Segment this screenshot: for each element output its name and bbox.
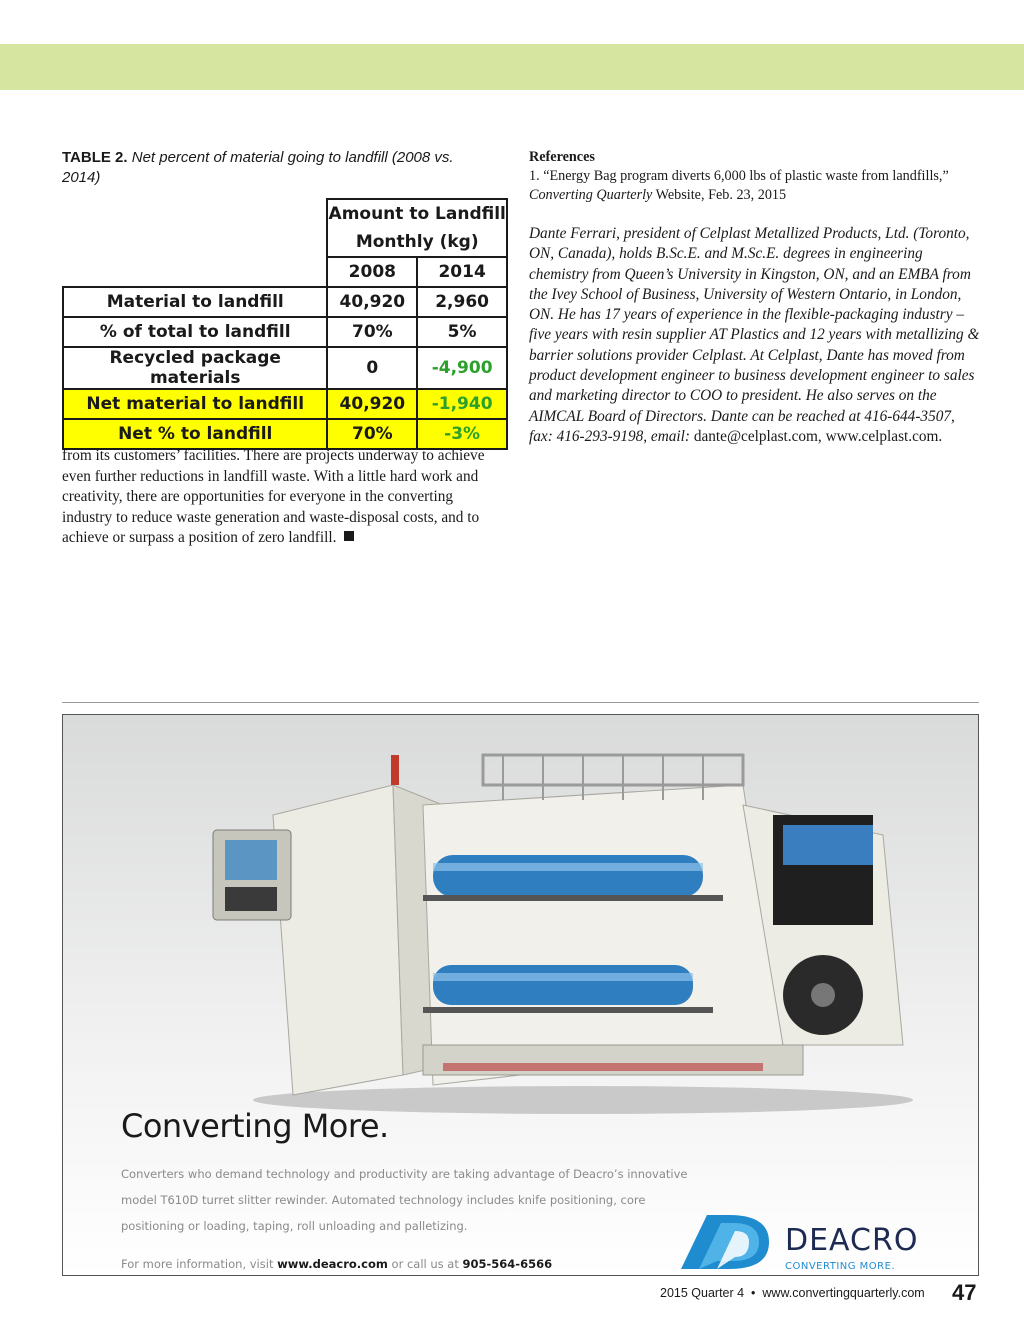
author-contact-link[interactable]: dante@celplast.com, www.celplast.com. xyxy=(693,427,943,445)
table-corner-blank xyxy=(63,199,327,287)
section-divider xyxy=(62,702,979,703)
table-row xyxy=(63,287,507,317)
ad-headline: Converting More. xyxy=(121,1107,389,1145)
table-cell-2008: 0 xyxy=(327,347,417,389)
reference-text: 1. “Energy Bag program diverts 6,000 lbs of plastic waste from landfills,” xyxy=(529,168,949,184)
reference-item xyxy=(529,167,981,205)
table-header-line1: Amount to Landfill xyxy=(328,204,506,224)
table-caption-label: TABLE 2. xyxy=(62,149,128,166)
ad-copy-line: model T610D turret slitter rewinder. Automated technology includes knife positioning, core xyxy=(121,1193,646,1207)
footer-site-link[interactable]: www.convertingquarterly.com xyxy=(762,1286,925,1300)
table-row-highlight xyxy=(63,419,507,449)
table-cell-2014: -3% xyxy=(417,419,507,449)
reference-source: Converting Quarterly xyxy=(529,187,653,203)
ad-phone-number: 905-564-6566 xyxy=(462,1257,553,1271)
end-of-article-square-icon xyxy=(344,531,354,541)
references-section xyxy=(529,148,981,205)
table-row-label: Material to landfill xyxy=(63,287,327,317)
table-cell-2008: 40,920 xyxy=(327,389,417,419)
table-header-2014: 2014 xyxy=(417,257,507,287)
references-heading: References xyxy=(529,149,595,165)
table-cell-2014: -1,940 xyxy=(417,389,507,419)
table-cell-2014: 2,960 xyxy=(417,287,507,317)
author-bio xyxy=(529,224,981,447)
table-caption xyxy=(62,148,482,188)
table-header-line2: Monthly (kg) xyxy=(355,232,479,252)
author-bio-text: Dante Ferrari, president of Celplast Metallized Products, Ltd. (Toronto, ON, Canada), holds B.Sc.E. and M.Sc.E. degrees in engineering chemistry from Queen’s University in Kingston, ON, and an EMBA from the Ivey School of Business, University of Western Ontario, in London, ON. He has 17 years of experience in the flexible-packaging industry – five years with resin supplier AT Plastics and 12 years with metallizing & barrier solutions provider Celplast. At Celplast, Dante has moved from product development engineer to business development engineer to sales and marketing director to COO to president. He also serves on the AIMCAL Board of Directors. Dante can be reached at 416-644-3507, fax: 416-293-9198, email: xyxy=(529,225,980,445)
page-footer xyxy=(660,1286,925,1300)
ad-copy-line: positioning or loading, taping, roll unloading and palletizing. xyxy=(121,1219,468,1233)
table-header-2008: 2008 xyxy=(327,257,417,287)
ad-copy xyxy=(121,1161,721,1239)
table-cell-2008: 70% xyxy=(327,419,417,449)
table-row-highlight xyxy=(63,389,507,419)
footer-issue: 2015 Quarter 4 xyxy=(660,1286,745,1300)
top-color-band xyxy=(0,44,1024,90)
table-header-amount xyxy=(327,199,507,257)
landfill-table xyxy=(62,198,508,450)
table-row-label: Recycled package materials xyxy=(63,347,327,389)
table-row xyxy=(63,317,507,347)
table-cell-2014: 5% xyxy=(417,317,507,347)
article-body-text xyxy=(62,446,500,549)
deacro-advertisement xyxy=(62,714,979,1276)
ad-contact-line xyxy=(121,1257,552,1271)
table-row-label: % of total to landfill xyxy=(63,317,327,347)
ad-copy-line: Converters who demand technology and productivity are taking advantage of Deacro’s innovative xyxy=(121,1167,688,1181)
slitter-rewinder-machine-image xyxy=(183,745,923,1117)
table-caption-text: Net percent of material going to landfill (2008 vs. 2014) xyxy=(62,149,454,186)
footer-separator: • xyxy=(751,1286,756,1300)
table-cell-2008: 40,920 xyxy=(327,287,417,317)
ad-contact-prefix: For more information, visit xyxy=(121,1257,278,1271)
table-row xyxy=(63,347,507,389)
page-number: 47 xyxy=(952,1280,977,1305)
table-row-label: Net % to landfill xyxy=(63,419,327,449)
ad-website-link[interactable]: www.deacro.com xyxy=(277,1257,388,1271)
deacro-logo-icon xyxy=(677,1213,785,1271)
table-row-label: Net material to landfill xyxy=(63,389,327,419)
ad-contact-mid: or call us at xyxy=(387,1257,463,1271)
deacro-logo-name: DEACRO xyxy=(785,1223,919,1258)
deacro-logo-tagline: CONVERTING MORE. xyxy=(785,1261,896,1272)
reference-date: Website, Feb. 23, 2015 xyxy=(652,187,787,203)
table-cell-2014: -4,900 xyxy=(417,347,507,389)
article-paragraph: from its customers’ facilities. There are projects underway to achieve even further reductions in landfill waste. With a little hard work and creativity, there are opportunities for everyone in the converting industry to reduce waste generation and waste-disposal costs, and to achieve or surpass a position of zero landfill. xyxy=(62,447,485,547)
table-cell-2008: 70% xyxy=(327,317,417,347)
